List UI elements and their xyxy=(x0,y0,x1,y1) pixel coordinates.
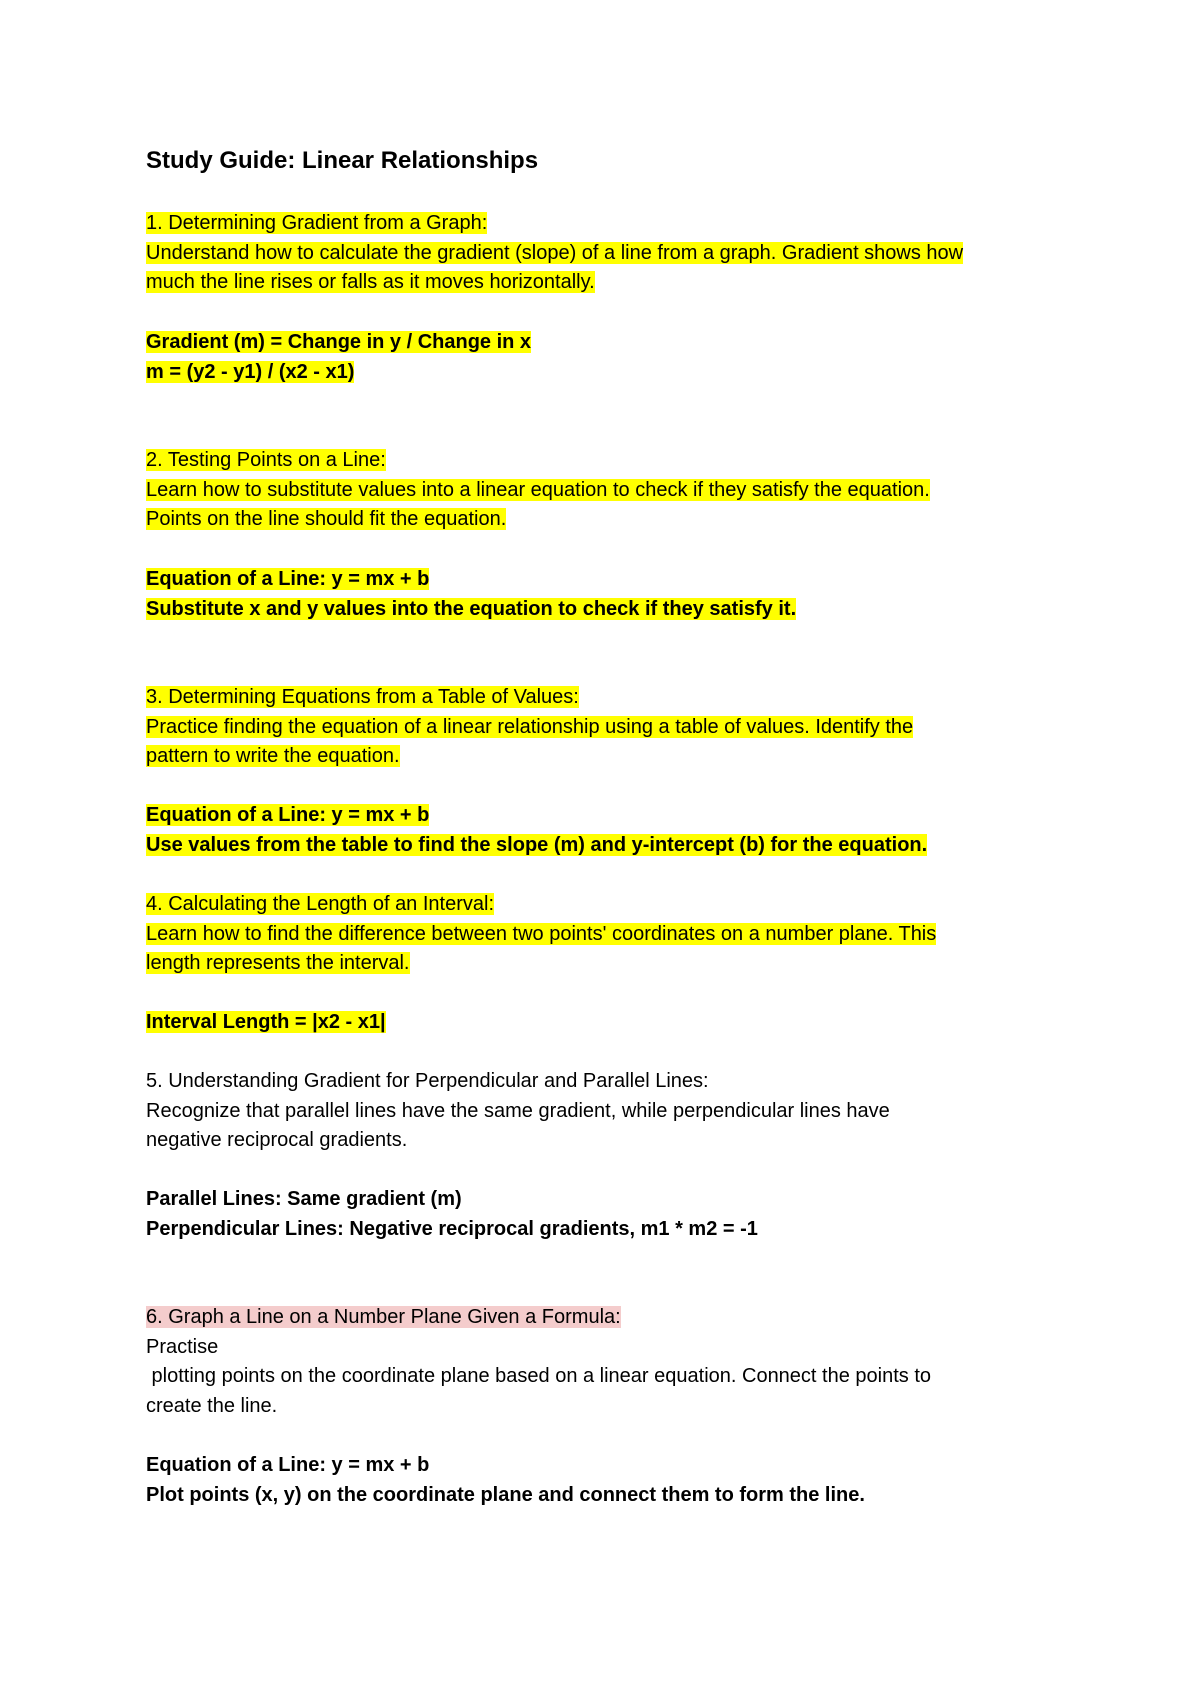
section-body-line: Practise xyxy=(146,1335,219,1358)
section-body-line: Recognize that parallel lines have the same gradient, while perpendicular lines have xyxy=(146,1099,890,1122)
section-heading: 5. Understanding Gradient for Perpendicular and Parallel Lines: xyxy=(146,1070,709,1092)
section-2 xyxy=(146,446,1076,535)
formula-line: Plot points (x, y) on the coordinate plane and connect them to form the line. xyxy=(146,1483,865,1506)
section-body-line: negative reciprocal gradients. xyxy=(146,1129,408,1151)
section-body-line: length represents the interval. xyxy=(146,952,410,974)
section-body-line: much the line rises or falls as it moves horizontally. xyxy=(146,271,595,293)
section-heading: 3. Determining Equations from a Table of Values: xyxy=(146,686,579,708)
formula-line: Gradient (m) = Change in y / Change in x xyxy=(146,331,532,353)
section-3 xyxy=(146,683,1076,772)
section-body-line: Learn how to substitute values into a linear equation to check if they satisfy the equation. xyxy=(146,478,930,501)
section-heading: 6. Graph a Line on a Number Plane Given a Formula: xyxy=(146,1306,621,1328)
section-6 xyxy=(146,1303,1076,1421)
section-4-formulas xyxy=(146,1008,1076,1038)
section-1-formulas xyxy=(146,328,1076,387)
section-body-line: Points on the line should fit the equation. xyxy=(146,508,507,530)
formula-line: Perpendicular Lines: Negative reciprocal gradients, m1 * m2 = -1 xyxy=(146,1217,758,1240)
section-6-formulas xyxy=(146,1451,1076,1510)
section-body-line: Learn how to find the difference between two points' coordinates on a number plane. This xyxy=(146,922,937,945)
section-body-line: plotting points on the coordinate plane based on a linear equation. Connect the points to xyxy=(146,1365,932,1387)
formula-line: Equation of a Line: y = mx + b xyxy=(146,1454,430,1476)
section-3-formulas xyxy=(146,801,1076,860)
formula-line: Use values from the table to find the slope (m) and y-intercept (b) for the equation. xyxy=(146,833,928,856)
section-5-formulas xyxy=(146,1185,1076,1244)
section-4 xyxy=(146,890,1076,979)
section-heading: 2. Testing Points on a Line: xyxy=(146,449,386,471)
section-heading: 4. Calculating the Length of an Interval: xyxy=(146,893,495,915)
formula-line: Equation of a Line: y = mx + b xyxy=(146,804,430,826)
page-title: Study Guide: Linear Relationships xyxy=(146,147,539,174)
formula-line: Parallel Lines: Same gradient (m) xyxy=(146,1188,462,1210)
section-body-line: Understand how to calculate the gradient (slope) of a line from a graph. Gradient shows how xyxy=(146,241,964,264)
section-1 xyxy=(146,209,1076,298)
section-heading: 1. Determining Gradient from a Graph: xyxy=(146,212,488,234)
section-body-line: pattern to write the equation. xyxy=(146,745,400,767)
formula-line: m = (y2 - y1) / (x2 - x1) xyxy=(146,360,355,383)
formula-line: Substitute x and y values into the equation to check if they satisfy it. xyxy=(146,597,797,620)
section-body-line: Practice finding the equation of a linear relationship using a table of values. Identify the xyxy=(146,715,914,738)
formula-line: Equation of a Line: y = mx + b xyxy=(146,568,430,590)
section-5 xyxy=(146,1067,1076,1156)
formula-line: Interval Length = |x2 - x1| xyxy=(146,1011,386,1033)
section-body-line: create the line. xyxy=(146,1394,278,1417)
section-2-formulas xyxy=(146,565,1076,624)
